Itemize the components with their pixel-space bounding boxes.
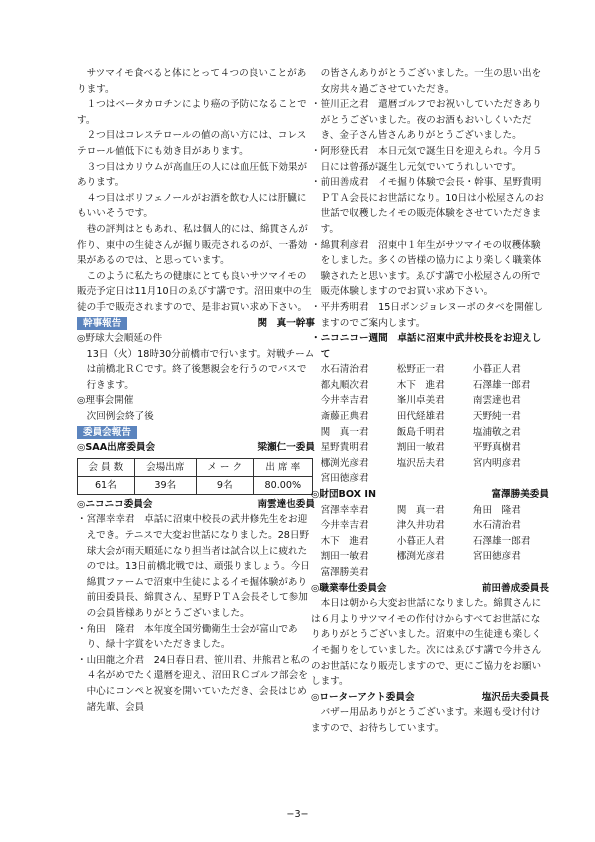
foundation-box-title: ◎財団BOX IN <box>311 489 377 501</box>
member-name: 飯島千明君 <box>396 426 445 438</box>
member-name: 田代経雄君 <box>396 411 445 423</box>
nikoniko-person: 南雲達也委員 <box>257 498 315 510</box>
name-row <box>321 549 549 565</box>
table-cell: 61名 <box>78 476 135 494</box>
member-name: 木下 進君 <box>320 535 369 547</box>
member-name: 割田一敏君 <box>320 551 369 563</box>
member-name: 宮澤幸幸君 <box>320 504 369 516</box>
member-name: 水石清治君 <box>320 364 369 376</box>
intro-paragraph: ４つ目はポリフェノールがお酒を飲む人には肝臓にもいいそうです。 <box>77 192 307 220</box>
member-name: 星野貴明君 <box>320 442 369 454</box>
kanji-report-person: 関 真一幹事 <box>257 317 315 329</box>
table-header-cell: 出 席 率 <box>253 458 312 476</box>
member-name: 斎藤正典君 <box>320 411 369 423</box>
intro-paragraph: このように私たちの健康にとても良いサツマイモの販売予定日は11月10日のゑびす講です。沼田東中の生徒の手で販売されますので、是非お買い求め下さい。 <box>77 270 312 313</box>
rotaract-person: 塩沢岳夫委員長 <box>481 691 549 703</box>
nikoniko-item: ・笹川正之君 還暦ゴルフでお祝いしていただきありがとうございました。夜のお酒もおいしくいただき、金子さん皆さんありがとうございました。 <box>311 99 542 142</box>
nikoniko-title: ◎ニコニコ委員会 <box>77 498 153 510</box>
right-column <box>311 66 549 737</box>
table-cell: 80.00% <box>253 476 312 494</box>
committee-report-header <box>77 425 315 441</box>
nikoniko-item: ・宮澤幸幸君 卓話に沼東中校長の武井修先生をお迎えでき。テニスで大変お世話になりました。28日野球大会が雨天順延になり担当者は試合以上に疲れたのでは。13日前橋北戦では、頑張りましょう。今日綿貫ファームで沼東中生徒によるイモ掘体験があり前田委員長、綿貫さん、星野ＰＴＡ会長そして参加の会員皆様ありがとうございました。 <box>77 514 310 619</box>
member-name: 宮田徳彦君 <box>320 473 369 485</box>
name-row <box>321 393 549 409</box>
member-name: 角田 隆君 <box>472 504 521 516</box>
member-name: 水石清治君 <box>472 520 521 532</box>
committee-report-tag: 委員会報告 <box>77 426 137 439</box>
nikoniko-item: ・阿形登氏君 本日元気で誕生日を迎えられ。今月５日には曾孫が誕生し元気でいてうれしいです。 <box>311 145 542 173</box>
kanji-item: ◎理事会開催 <box>77 395 134 407</box>
member-name: 関 真一君 <box>396 504 445 516</box>
table-header-cell: 会 員 数 <box>78 458 135 476</box>
member-name: 小暮正人君 <box>472 364 521 376</box>
kanji-item: 13日（火）18時30分前橋市で行います。対戦チームは前橋北ＲＣです。終了後懇親会を行うのでバスで行きます。 <box>86 348 315 391</box>
name-row <box>321 456 549 472</box>
member-name: 割田一敏君 <box>396 442 445 454</box>
nikoniko-continued: の皆さんありがとうございました。一生の思い出を女房共々過ごさせていただき。 <box>320 68 542 95</box>
kanji-item: 次回例会終了後 <box>86 411 154 423</box>
member-name: 石澤雄一郎君 <box>472 379 531 391</box>
kanji-item: ◎野球大会順延の件 <box>77 333 163 345</box>
name-row <box>321 362 549 378</box>
member-name: 津久井功君 <box>396 520 445 532</box>
member-name: 木下 進君 <box>396 379 445 391</box>
table-cell: 39名 <box>134 476 196 494</box>
name-row <box>321 534 549 550</box>
vocational-header <box>311 581 549 597</box>
rotaract-title: ◎ローターアクト委員会 <box>311 691 415 703</box>
name-row <box>321 378 549 394</box>
nikoniko-item: ・前田善成君 イモ掘り体験で会長・幹事、星野貴明ＰＴＡ会長にお世話になり。10日は小松屋さんのお世話で収穫したイモの販売体験をさせていただきます。 <box>311 177 544 235</box>
table-header-cell: メ ー ク <box>196 458 253 476</box>
rotaract-header <box>311 690 549 706</box>
table-cell: 9名 <box>196 476 253 494</box>
kanji-report-tag: 幹事報告 <box>77 317 127 330</box>
intro-paragraph: サツマイモ食べると体にとって４つの良いことがあります。 <box>77 68 307 95</box>
nikoniko-item: ・平井秀明君 15日ボンジョレヌーボのタベを開催しますのでご案内します。 <box>311 301 544 329</box>
page-number: −3− <box>286 809 309 820</box>
table-row <box>78 476 313 494</box>
member-name: 天野純一君 <box>472 411 521 423</box>
member-name: 富澤勝美君 <box>320 567 369 578</box>
nikoniko-header <box>77 497 315 513</box>
saa-title: ◎SAA出席委員会 <box>77 442 156 454</box>
nikoniko-item: ・山田龍之介君 24日春日君、笹川君、井熊君と私の４名がめでたく還暦を迎え、沼田ＲＣゴルフ部会を中心にコンペと祝宴を開いていただき、会長はじめ諸先輩、会員 <box>77 654 310 713</box>
saa-header <box>77 440 315 456</box>
kanji-report-header <box>77 316 315 332</box>
member-name: 梛渕光彦君 <box>320 457 369 469</box>
intro-paragraph: １つはベータカロチンにより癌の予防になることです。 <box>77 99 307 126</box>
attendance-table <box>77 458 313 495</box>
member-name: 南雲達也君 <box>472 395 521 407</box>
vocational-person: 前田善成委員長 <box>481 582 549 594</box>
member-name: 宮内明彦君 <box>472 457 521 469</box>
member-name: 塩沢岳夫君 <box>396 457 445 469</box>
vocational-title: ◎職業奉仕委員会 <box>311 582 387 594</box>
member-name: 都丸順次君 <box>320 379 369 391</box>
left-column <box>77 66 315 715</box>
name-row <box>321 503 549 519</box>
foundation-box-header <box>311 487 549 503</box>
member-name: 梛渕光彦君 <box>396 551 445 563</box>
foundation-box-names <box>311 503 549 581</box>
name-row <box>321 440 549 456</box>
table-header-cell: 会場出席 <box>134 458 196 476</box>
vocational-text: 本日は朝から大変お世話になりました。綿貫さんには６月よりサツマイモの作付けからすべてお世話になりありがとうございました。沼東中の生徒達も楽しくイモ掘りをしていました。次にはゑびす講で今井さんのお世話になり販売しますので、更にご協力をお願いします。 <box>311 598 542 688</box>
member-name: 峯川卓美君 <box>396 395 445 407</box>
nikoniko-week-names <box>311 362 549 487</box>
intro-paragraph: ２つ目はコレステロールの値の高い方には、コレステロール値低下にも効き目があります。 <box>77 130 307 157</box>
intro-paragraph: ３つ目はカリウムが高血圧の人には血圧低下効果があります。 <box>77 161 308 189</box>
rotaract-text: バザー用品ありがとうございます。来週も受け付けますので、お待ちしています。 <box>311 707 541 734</box>
nikoniko-item: ・綿貫利彦君 沼東中１年生がサツマイモの収穫体験をしました。多くの皆様の協力により楽しく職業体験されたと思います。ゑびす講で小松屋さんの所で販売体験しますのでお買い求め下さい。 <box>311 239 542 298</box>
member-name: 小暮正人君 <box>396 535 445 547</box>
name-row <box>321 425 549 441</box>
foundation-box-person: 富澤勝美委員 <box>491 489 549 501</box>
name-row <box>321 409 549 425</box>
name-row <box>321 471 549 487</box>
table-row <box>78 458 313 476</box>
member-name: 平野真樹君 <box>472 442 521 454</box>
member-name: 宮田徳彦君 <box>472 551 521 563</box>
name-row <box>321 518 549 534</box>
saa-person: 梁瀬仁一委員 <box>257 442 315 454</box>
member-name: 塩浦敬之君 <box>472 426 521 438</box>
member-name: 今井幸吉君 <box>320 520 369 532</box>
intro-paragraph: 巷の評判はともあれ、私は個人的には、綿貫さんが作り、東中の生徒さんが掘り販売されるのが、一番効果があるのでは、と思っています。 <box>77 223 308 267</box>
member-name: 石澤雄一郎君 <box>472 535 531 547</box>
name-row <box>321 565 549 581</box>
nikoniko-week-title: ・ニコニコー週間 卓話に沼東中武井校長をお迎えして <box>311 333 542 360</box>
member-name: 今井幸吉君 <box>320 395 369 407</box>
member-name: 関 真一君 <box>320 426 369 438</box>
nikoniko-item: ・角田 隆君 本年度全国労働衛生士会が富山であり、緑十字賞をいただきました。 <box>77 623 298 651</box>
member-name: 松野正一君 <box>396 364 445 376</box>
